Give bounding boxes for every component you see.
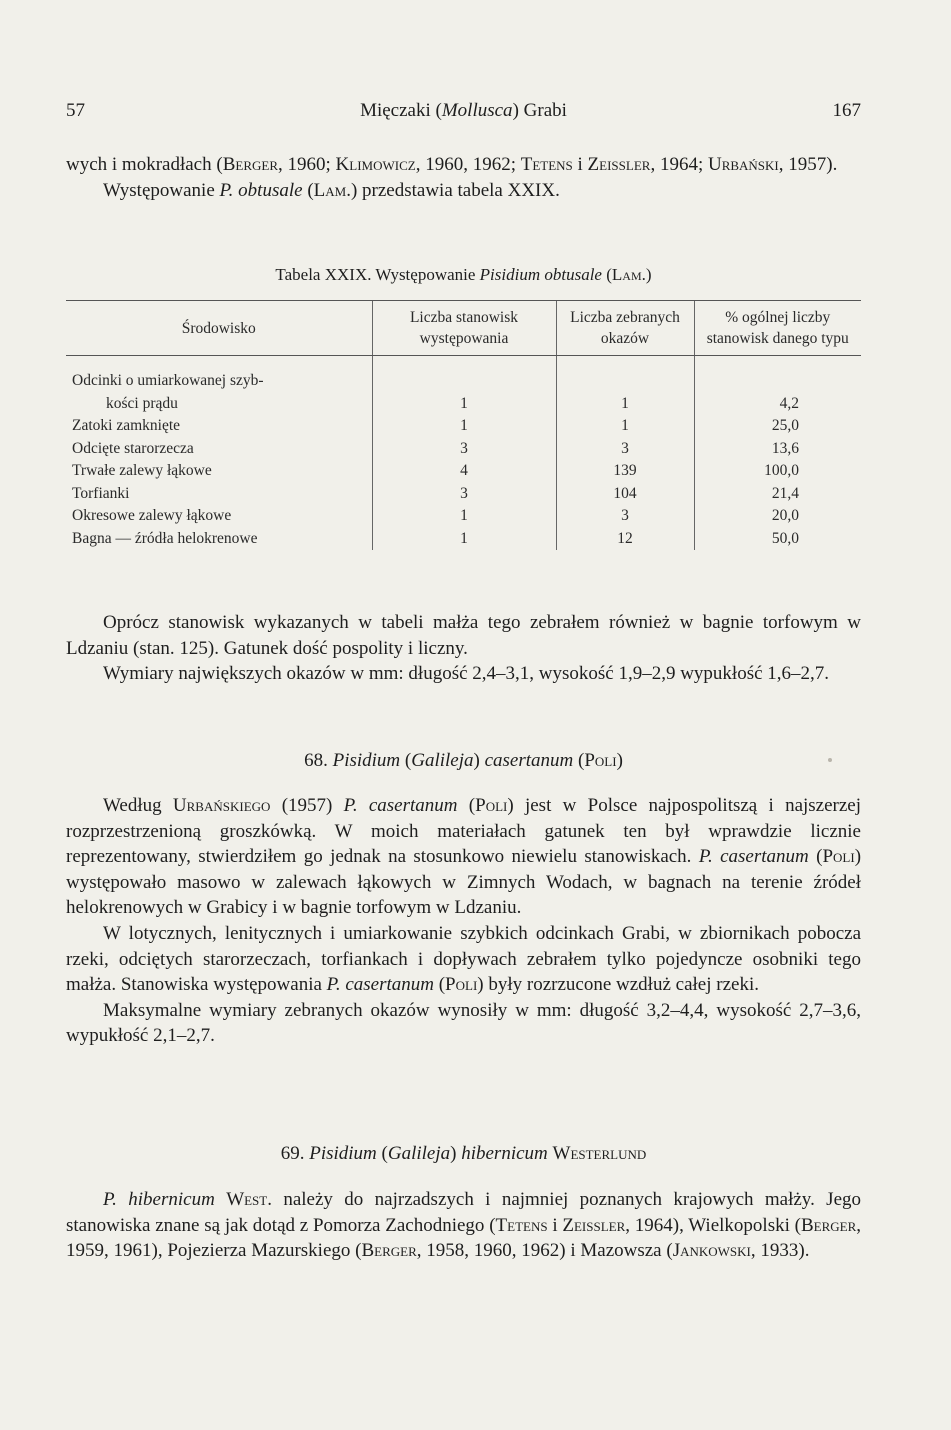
species-69-text (66, 1187, 861, 1264)
table-header-row (66, 301, 861, 356)
body-after-table (66, 610, 861, 687)
table-row (66, 393, 861, 416)
col-header-sites: Liczba stanowisk występowania (372, 301, 556, 356)
cell-environment: Okresowe zalewy łąkowe (72, 507, 232, 524)
paragraph-rarity: P. hibernicum West. należy do najrzadszych i najmniej poznanych krajowych małży. Jego stanowiska znane są jak dotąd z Pomorza Zachodniego (Tetens i Zeissler, 1964), Wielkopolski (Berger, 1959, 1961), Pojezierza Mazurskiego (Berger, 1958, 1960, 1962) i Mazowsza (Jankowski, 1933). (66, 1189, 862, 1262)
running-header (66, 100, 861, 130)
cell-sites: 3 (372, 438, 556, 461)
cell-specimens: 3 (556, 438, 694, 461)
cell-specimens: 3 (556, 505, 694, 528)
cell-environment: Odcięte starorzecza (72, 439, 194, 457)
cell-percent: 100,0 (694, 460, 861, 483)
col-header-specimens: Liczba zebranych okazów (556, 301, 694, 356)
cell-percent: 50,0 (694, 528, 861, 551)
cell-specimens: 12 (556, 528, 694, 551)
cell-environment: Odcinki o umiarkowanej szyb- (72, 372, 264, 389)
running-title: Mięczaki (Mollusca) Grabi (360, 100, 567, 121)
cell-environment: Zatoki zamknięte (72, 417, 181, 434)
cell-percent: 20,0 (694, 505, 861, 528)
cell-sites: 1 (372, 393, 556, 416)
cell-percent: 25,0 (694, 415, 861, 438)
col-header-percent: % ogólnej liczby stanowisk danego typu (694, 301, 861, 356)
table-row (66, 528, 861, 551)
paragraph-additional-site: Oprócz stanowisk wykazanych w tabeli małża tego zebrałem również w bagnie torfowym w Ldzaniu (stan. 125). Gatunek dość pospolity i liczny. (66, 612, 861, 659)
cell-sites: 1 (372, 505, 556, 528)
species-68-text (66, 793, 861, 1049)
table-row (66, 483, 861, 506)
paragraph-continuation: wych i mokradłach (Berger, 1960; Klimowicz, 1960, 1962; Tetens i Zeissler, 1964; Urbański, 1957). (66, 154, 838, 175)
paragraph-river-sections: W lotycznych, lenitycznych i umiarkowanie szybkich odcinkach Grabi, w zbiornikach pobocza rzeki, odciętych starorzeczach, torfiankach i dopływach zebrałem tylko pojedyncze osobniki tego małża. Stanowiska występowania P. casertanum (Poli) były rozrzucone wzdłuż całej rzeki. (66, 922, 861, 996)
cell-percent: 13,6 (694, 438, 861, 461)
print-speck (828, 758, 832, 762)
table-row (66, 438, 861, 461)
paragraph-dimensions: Wymiary największych okazów w mm: długość 2,4–3,1, wysokość 1,9–2,9 wypukłość 1,6–2,7. (103, 663, 830, 685)
cell-percent: 21,4 (694, 483, 861, 506)
table-row (66, 415, 861, 438)
cell-specimens: 1 (556, 415, 694, 438)
page-number-left: 57 (66, 100, 85, 121)
col-header-environment: Środowisko (66, 301, 372, 356)
cell-sites: 1 (372, 415, 556, 438)
cell-environment: kości prądu (106, 394, 178, 412)
cell-sites: 1 (372, 528, 556, 551)
cell-environment: Torfianki (72, 484, 130, 502)
page-number-right: 167 (832, 100, 861, 121)
table-row (66, 356, 861, 393)
species-heading-68: 68. Pisidium (Galileja) casertanum (Poli) (304, 750, 623, 771)
paragraph-occurrence: Według Urbańskiego (1957) P. casertanum (Poli) jest w Polsce najpospolitszą i najszerzej rozprzestrzenioną groszkówką. W moich materiałach gatunek ten był wprawdzie licznie reprezentowany, stwierdziłem go jednak na stosunkowo niewielu stanowiskach. P. casertanum (Poli) występowało masowo w zalewach łąkowych w Zimnych Wodach, w bagnach na terenie źródeł helokrenowych w Grabicy i w bagnie torfowym w Ldzaniu. (66, 795, 862, 919)
paragraph-max-dimensions: Maksymalne wymiary zebranych okazów wynosiły w mm: długość 3,2–4,4, wysokość 2,7–3,6, wypukłość 2,1–2,7. (66, 999, 861, 1047)
cell-environment: Bagna — źródła helokrenowe (72, 529, 258, 547)
intro-text (66, 152, 861, 203)
cell-specimens: 104 (556, 483, 694, 506)
cell-sites: 3 (372, 483, 556, 506)
species-heading-69: 69. Pisidium (Galileja) hibernicum Westerlund (280, 1143, 647, 1164)
cell-sites: 4 (372, 460, 556, 483)
occurrence-table (66, 300, 861, 550)
cell-specimens: 1 (556, 393, 694, 416)
cell-percent: 4,2 (694, 393, 861, 416)
cell-environment: Trwałe zalewy łąkowe (72, 462, 212, 479)
table-caption: Tabela XXIX. Występowanie Pisidium obtusale (Lam.) (275, 265, 652, 284)
paragraph-table-reference: Występowanie P. obtusale (Lam.) przedstawia tabela XXIX. (103, 179, 560, 201)
table-row (66, 460, 861, 483)
table-row (66, 505, 861, 528)
cell-specimens: 139 (556, 460, 694, 483)
